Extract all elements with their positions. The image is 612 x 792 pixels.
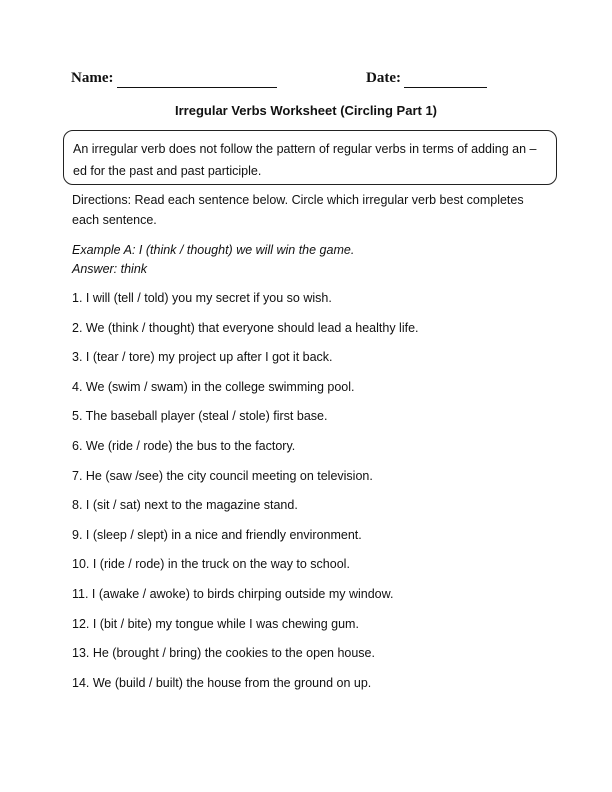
example-answer: Answer: think <box>72 262 148 276</box>
question-item: 3. I (tear / tore) my project up after I got it back. <box>72 350 333 365</box>
date-label: Date: <box>366 70 401 86</box>
worksheet-header <box>71 70 541 92</box>
question-item: 6. We (ride / rode) the bus to the factory. <box>72 438 296 453</box>
question-item: 10. I (ride / rode) in the truck on the way to school. <box>72 557 350 572</box>
question-item: 8. I (sit / sat) next to the magazine stand. <box>72 498 298 513</box>
date-blank-line[interactable] <box>404 87 487 88</box>
question-item: 2. We (think / thought) that everyone should lead a healthy life. <box>72 320 419 335</box>
definition-text: An irregular verb does not follow the pattern of regular verbs in terms of adding an –ed for the past and past participle. <box>73 142 537 178</box>
question-item: 14. We (build / built) the house from the ground on up. <box>72 675 372 690</box>
example-sentence: Example A: I (think / thought) we will win the game. <box>72 243 355 257</box>
question-item: 9. I (sleep / slept) in a nice and friendly environment. <box>72 527 362 542</box>
question-item: 13. He (brought / bring) the cookies to the open house. <box>72 646 375 661</box>
question-item: 5. The baseball player (steal / stole) first base. <box>72 409 328 424</box>
question-item: 7. He (saw /see) the city council meeting on television. <box>72 468 373 483</box>
worksheet-title: Irregular Verbs Worksheet (Circling Part 1) <box>174 103 437 118</box>
question-item: 11. I (awake / awoke) to birds chirping outside my window. <box>72 586 394 601</box>
question-list <box>72 288 552 702</box>
directions-text: Directions: Read each sentence below. Circle which irregular verb best completes each sentence. <box>72 193 524 227</box>
question-item: 4. We (swim / swam) in the college swimming pool. <box>72 379 355 394</box>
name-blank-line[interactable] <box>117 87 277 88</box>
example-block <box>72 241 542 279</box>
question-item: 12. I (bit / bite) my tongue while I was chewing gum. <box>72 616 359 631</box>
question-item: 1. I will (tell / told) you my secret if you so wish. <box>72 291 332 305</box>
name-label: Name: <box>71 70 114 86</box>
definition-box <box>63 130 557 185</box>
